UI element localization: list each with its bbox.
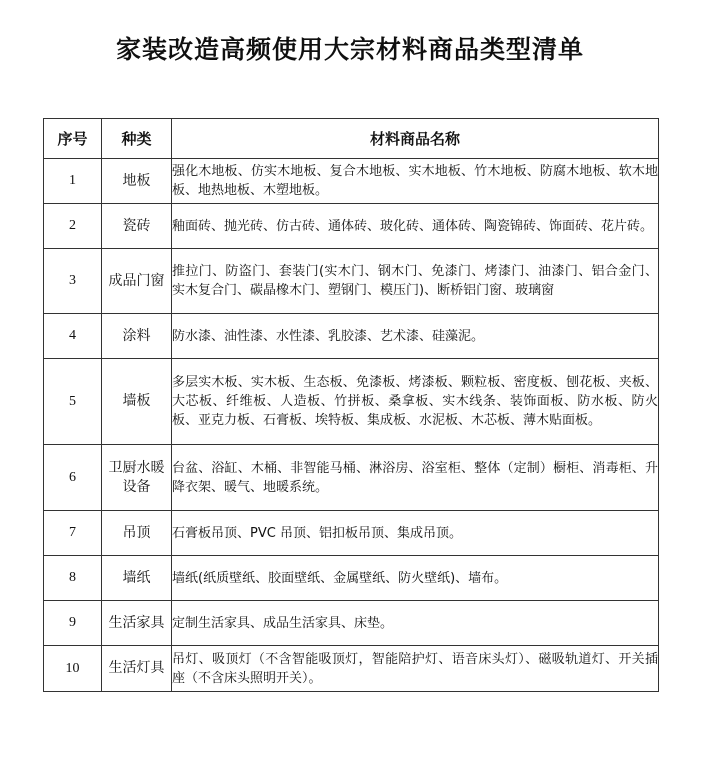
row-no: 1 — [44, 159, 102, 204]
document-title: 家装改造高频使用大宗材料商品类型清单 — [115, 35, 584, 64]
table-row — [44, 249, 659, 314]
header-no: 序号 — [44, 119, 102, 159]
row-items: 墙纸(纸质壁纸、胶面壁纸、金属壁纸、防火壁纸)、墙布。 — [172, 556, 659, 601]
row-items: 定制生活家具、成品生活家具、床垫。 — [172, 601, 659, 646]
row-no: 5 — [44, 359, 102, 445]
row-items: 吊灯、吸顶灯（不含智能吸顶灯，智能陪护灯、语音床头灯）、磁吸轨道灯、开关插座（不含床头照明开关）。 — [172, 646, 659, 692]
row-items: 多层实木板、实木板、生态板、免漆板、烤漆板、颗粒板、密度板、刨花板、夹板、大芯板、纤维板、人造板、竹拼板、桑拿板、实木线条、装饰面板、防水板、防火板、亚克力板、石膏板、埃特板、集成板、水泥板、木芯板、薄木贴面板。 — [172, 359, 659, 445]
row-no: 6 — [44, 445, 102, 511]
row-no: 7 — [44, 511, 102, 556]
table-header-row — [44, 119, 659, 159]
table-row — [44, 314, 659, 359]
row-no: 8 — [44, 556, 102, 601]
row-items: 推拉门、防盗门、套装门(实木门、钢木门、免漆门、烤漆门、油漆门、铝合金门、实木复合门、碳晶橡木门、塑钢门、模压门)、断桥铝门窗、玻璃窗 — [172, 249, 659, 314]
table-row — [44, 445, 659, 511]
row-no: 3 — [44, 249, 102, 314]
materials-table — [43, 118, 659, 692]
row-type: 吊顶 — [102, 511, 172, 556]
row-items: 釉面砖、抛光砖、仿古砖、通体砖、玻化砖、通体砖、陶瓷锦砖、饰面砖、花片砖。 — [172, 204, 659, 249]
table-row — [44, 204, 659, 249]
row-items: 防水漆、油性漆、水性漆、乳胶漆、艺术漆、硅藻泥。 — [172, 314, 659, 359]
table-row — [44, 646, 659, 692]
row-type: 卫厨水暖设备 — [102, 445, 172, 511]
row-items: 台盆、浴缸、木桶、非智能马桶、淋浴房、浴室柜、整体（定制）橱柜、消毒柜、升降衣架、暖气、地暖系统。 — [172, 445, 659, 511]
row-no: 9 — [44, 601, 102, 646]
table-row — [44, 511, 659, 556]
row-items: 石膏板吊顶、PVC 吊顶、铝扣板吊顶、集成吊顶。 — [172, 511, 659, 556]
table-row — [44, 359, 659, 445]
row-type: 成品门窗 — [102, 249, 172, 314]
row-no: 10 — [44, 646, 102, 692]
table-row — [44, 601, 659, 646]
table-row — [44, 159, 659, 204]
table-row — [44, 556, 659, 601]
row-type: 生活灯具 — [102, 646, 172, 692]
row-type: 墙纸 — [102, 556, 172, 601]
row-no: 4 — [44, 314, 102, 359]
row-type: 涂料 — [102, 314, 172, 359]
row-type: 瓷砖 — [102, 204, 172, 249]
row-type: 生活家具 — [102, 601, 172, 646]
row-items: 强化木地板、仿实木地板、复合木地板、实木地板、竹木地板、防腐木地板、软木地板、地热地板、木塑地板。 — [172, 159, 659, 204]
header-items: 材料商品名称 — [172, 119, 659, 159]
row-no: 2 — [44, 204, 102, 249]
row-type: 墙板 — [102, 359, 172, 445]
row-type: 地板 — [102, 159, 172, 204]
header-type: 种类 — [102, 119, 172, 159]
